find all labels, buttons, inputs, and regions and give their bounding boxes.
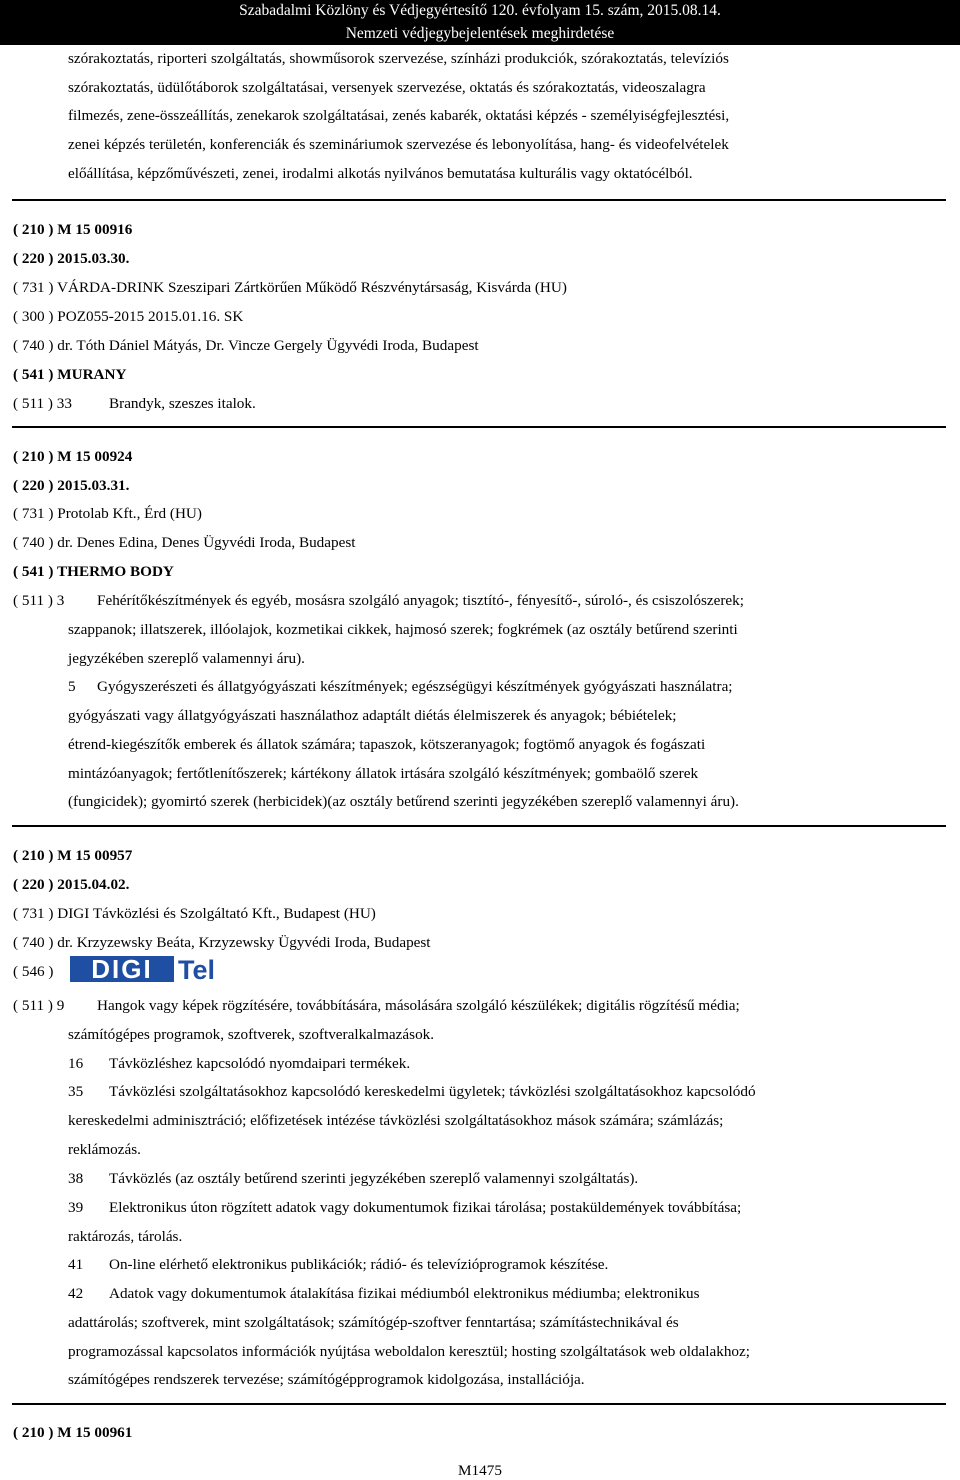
word-mark: ( 541 ) MURANY xyxy=(13,366,127,383)
application-number: ( 210 ) M 15 00916 xyxy=(13,221,133,238)
separator-rule xyxy=(12,1403,946,1405)
goods-class-row xyxy=(68,1284,700,1304)
goods-text: Brandyk, szeszes italok. xyxy=(109,395,256,412)
class-number: 39 xyxy=(68,1199,84,1216)
goods-text: kereskedelmi adminisztráció; előfizetések intézése távközlési szolgáltatásokhoz mások számára; számlázás; xyxy=(68,1112,724,1129)
class-label: ( 511 ) 9 xyxy=(13,997,65,1014)
journal-title: Szabadalmi Közlöny és Védjegyértesítő 120. évfolyam 15. szám, 2015.08.14. xyxy=(239,2,721,19)
class-number: 42 xyxy=(68,1285,84,1302)
class-number: 41 xyxy=(68,1256,84,1273)
separator-rule xyxy=(12,426,946,428)
goods-text: gyógyászati vagy állatgyógyászati használathoz adaptált diétás élelmiszerek és anyagok; bébiételek; xyxy=(68,707,677,724)
goods-class-row xyxy=(68,1198,741,1218)
section-title: Nemzeti védjegybejelentések meghirdetése xyxy=(345,25,615,42)
svg-text:Tel: Tel xyxy=(178,956,216,982)
goods-text: Hangok vagy képek rögzítésére, továbbítására, másolására szolgáló készülékek; digitális rögzítésű média; xyxy=(97,997,740,1014)
goods-text: mintázóanyagok; fertőtlenítőszerek; kártékony állatok irtására szolgáló készítmények; gombaölő szerek xyxy=(68,765,699,782)
goods-text: reklámozás. xyxy=(68,1141,141,1158)
priority: ( 300 ) POZ055-2015 2015.01.16. SK xyxy=(13,308,244,325)
class-number: 5 xyxy=(68,678,76,695)
goods-class-row xyxy=(68,677,733,697)
applicant: ( 731 ) Protolab Kft., Érd (HU) xyxy=(13,505,202,522)
word-mark: ( 541 ) THERMO BODY xyxy=(13,563,174,580)
goods-text: raktározás, tárolás. xyxy=(68,1228,183,1245)
goods-text: (fungicidek); gyomirtó szerek (herbicidek)(az osztály betűrend szerinti jegyzékében szereplő valamennyi áru). xyxy=(68,793,739,810)
goods-class-row xyxy=(68,1054,410,1074)
goods-class-row xyxy=(68,1255,608,1275)
page-header xyxy=(0,0,960,45)
goods-text: étrend-kiegészítők emberek és állatok számára; tapaszok, kötszeranyagok; fogtömő anyagok és fogászati xyxy=(68,736,706,753)
goods-text: számítógépes programok, szoftverek, szoftveralkalmazások. xyxy=(68,1026,435,1043)
goods-class-row xyxy=(68,1169,638,1189)
class-number: 35 xyxy=(68,1083,84,1100)
goods-text: Adatok vagy dokumentumok átalakítása fizikai médiumból elektronikus médiumba; elektronikus xyxy=(109,1285,700,1302)
filing-date: ( 220 ) 2015.03.31. xyxy=(13,477,130,494)
goods-text: Gyógyszerészeti és állatgyógyászati készítmények; egészségügyi készítmények gyógyászati használatra; xyxy=(97,678,733,695)
application-number: ( 210 ) M 15 00961 xyxy=(13,1424,133,1441)
applicant: ( 731 ) VÁRDA-DRINK Szeszipari Zártkörűen Működő Részvénytársaság, Kisvárda (HU) xyxy=(13,279,567,296)
applicant: ( 731 ) DIGI Távközlési és Szolgáltató Kft., Budapest (HU) xyxy=(13,905,376,922)
goods-text: Elektronikus úton rögzített adatok vagy dokumentumok fizikai tárolása; postaküldemények továbbítása; xyxy=(109,1199,742,1216)
figurative-mark-label: ( 546 ) xyxy=(13,963,54,980)
filing-date: ( 220 ) 2015.03.30. xyxy=(13,250,130,267)
filing-date: ( 220 ) 2015.04.02. xyxy=(13,876,130,893)
page-number: M1475 xyxy=(458,1462,502,1479)
application-number: ( 210 ) M 15 00957 xyxy=(13,847,133,864)
goods-text: Fehérítőkészítmények és egyéb, mosásra szolgáló anyagok; tisztító-, fényesítő-, súroló-, és csiszolószerek; xyxy=(97,592,744,609)
class-label: ( 511 ) 33 xyxy=(13,395,72,412)
class-label: ( 511 ) 3 xyxy=(13,592,65,609)
separator-rule xyxy=(12,825,946,827)
intro-line: zenei képzés területén, konferenciák és szemináriumok szervezése és lebonyolítása, hang- és videofelvételek xyxy=(68,136,729,153)
goods-text: Távközlési szolgáltatásokhoz kapcsolódó kereskedelmi ügyletek; távközlési szolgáltatásokhoz kapcsolódó xyxy=(109,1083,756,1100)
goods-class-row xyxy=(68,1082,756,1102)
class-number: 16 xyxy=(68,1055,84,1072)
svg-text:DIGI: DIGI xyxy=(91,956,153,982)
representative: ( 740 ) dr. Tóth Dániel Mátyás, Dr. Vincze Gergely Ügyvédi Iroda, Budapest xyxy=(13,337,479,354)
goods-text: Távközlés (az osztály betűrend szerinti jegyzékében szereplő valamennyi szolgáltatás). xyxy=(109,1170,639,1187)
representative: ( 740 ) dr. Denes Edina, Denes Ügyvédi Iroda, Budapest xyxy=(13,534,356,551)
application-number: ( 210 ) M 15 00924 xyxy=(13,448,133,465)
intro-line: szórakoztatás, riporteri szolgáltatás, showműsorok szervezése, színházi produkciók, szórakoztatás, televíziós xyxy=(68,50,729,67)
goods-text: jegyzékében szereplő valamennyi áru). xyxy=(68,650,305,667)
representative: ( 740 ) dr. Krzyzewsky Beáta, Krzyzewsky Ügyvédi Iroda, Budapest xyxy=(13,934,431,951)
goods-text: szappanok; illatszerek, illóolajok, kozmetikai cikkek, hajmosó szerek; fogkrémek (az osztály betűrend szerinti xyxy=(68,621,738,638)
intro-line: filmezés, zene-összeállítás, zenekarok szolgáltatásai, zenés kabarék, oktatási képzés - személyiségfejlesztési, xyxy=(68,107,730,124)
goods-text: számítógépes rendszerek tervezése; számítógépprogramok kidolgozása, installációja. xyxy=(68,1371,585,1388)
goods-text: Távközléshez kapcsolódó nyomdaipari termékek. xyxy=(109,1055,411,1072)
goods-text: On-line elérhető elektronikus publikációk; rádió- és televízióprogramok készítése. xyxy=(109,1256,609,1273)
digi-tel-logo xyxy=(70,956,232,982)
goods-text: adattárolás; szoftverek, mint szolgáltatások; számítógép-szoftver fenntartása; számítástechnikával és xyxy=(68,1314,679,1331)
goods-text: programozással kapcsolatos információk nyújtása weboldalon keresztül; hosting szolgáltatások web oldalakhoz; xyxy=(68,1343,750,1360)
intro-line: szórakoztatás, üdülőtáborok szolgáltatásai, versenyek szervezése, oktatás és szórakoztatás, videoszalagra xyxy=(68,79,706,96)
class-number: 38 xyxy=(68,1170,84,1187)
intro-line: előállítása, képzőművészeti, zenei, irodalmi alkotás nyilvános bemutatása kulturális vagy oktatócélból. xyxy=(68,165,693,182)
separator-rule xyxy=(12,199,946,201)
